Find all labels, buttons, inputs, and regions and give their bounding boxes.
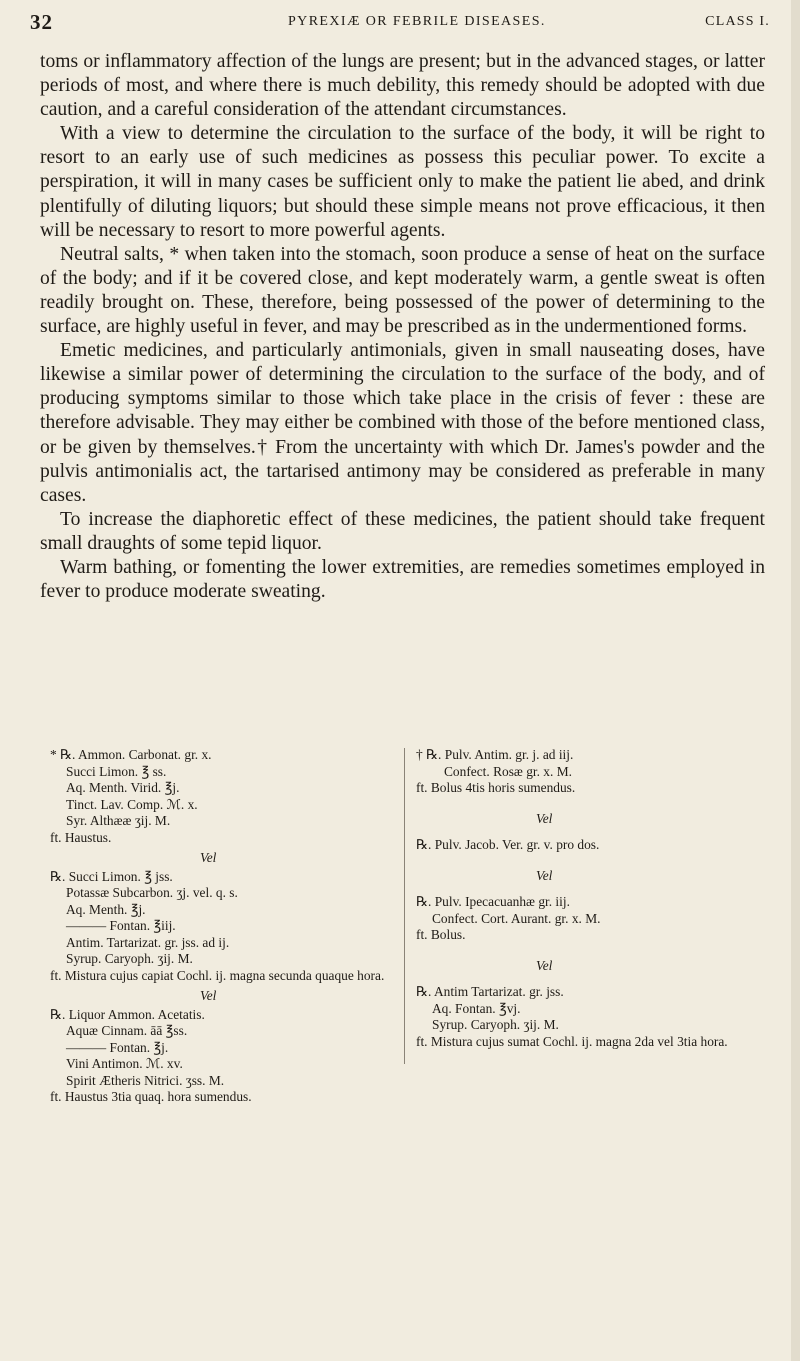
rx-line: Syr. Althææ ʒij. M. bbox=[66, 813, 171, 828]
rx-line: Syrup. Caryoph. ʒij. M. bbox=[432, 1017, 559, 1032]
rx-line: Aq. Menth. Virid. ℥j. bbox=[66, 780, 180, 795]
rx-line: Antim. Tartarizat. gr. jss. ad ij. bbox=[66, 934, 230, 950]
rx-line: Syrup. Caryoph. ʒij. M. bbox=[66, 951, 193, 966]
paragraph: Emetic medicines, and particularly antimonials, given in small nauseating doses, have likewise a similar power of determining the circulation to the surface of the body, and of producing symptoms similar to those which take place in the crisis of fever : these are therefore advisable. They may either be combined with those of the before mentioned class, or be given by themselves.† From the uncertainty with which Dr. James's powder and the pulvis antimonialis act, the tartarised antimony may be considered as preferable in many cases. bbox=[40, 340, 765, 506]
column-divider bbox=[404, 748, 405, 1064]
rx-line: Confect. Cort. Aurant. gr. x. M. bbox=[432, 910, 601, 926]
rx-line: ft. Haustus. bbox=[50, 829, 112, 845]
paragraph: Warm bathing, or fomenting the lower extremities, are remedies sometimes employed in fever to produce moderate sweating. bbox=[40, 556, 765, 603]
rx-line: ℞. Antim Tartarizat. gr. jss. bbox=[416, 984, 564, 999]
vel-separator: Vel bbox=[200, 988, 217, 1003]
vel-separator: Vel bbox=[536, 810, 553, 826]
body-text bbox=[40, 50, 765, 604]
rx-line: Potassæ Subcarbon. ʒj. vel. q. s. bbox=[66, 885, 238, 900]
rx-line: ——— Fontan. ℥j. bbox=[66, 1039, 169, 1055]
rx-line: ——— Fontan. ℥iij. bbox=[66, 918, 176, 933]
rx-line: Vini Antimon. ℳ. xv. bbox=[66, 1056, 183, 1071]
vel-separator: Vel bbox=[536, 867, 553, 883]
rx-line: Spirit Ætheris Nitrici. ʒss. M. bbox=[66, 1072, 225, 1088]
rx-line: Aquæ Cinnam. āā ℥ss. bbox=[66, 1023, 188, 1038]
paragraph: To increase the diaphoretic effect of these medicines, the patient should take frequent small draughts of some tepid liquor. bbox=[40, 508, 765, 554]
page-edge bbox=[791, 0, 800, 1361]
rx-line: ft. Bolus 4tis horis sumendus. bbox=[416, 780, 576, 795]
vel-separator: Vel bbox=[536, 957, 553, 973]
rx-line: † ℞. Pulv. Antim. gr. j. ad iij. bbox=[416, 747, 574, 762]
running-header bbox=[30, 6, 770, 36]
rx-line: ℞. Succi Limon. ℥ jss. bbox=[50, 868, 173, 884]
vel-separator: Vel bbox=[200, 850, 217, 865]
rx-line: ft. Bolus. bbox=[416, 927, 466, 942]
running-title: PYREXIÆ OR FEBRILE DISEASES. bbox=[288, 14, 546, 29]
rx-line: ℞. Pulv. Ipecacuanhæ gr. iij. bbox=[416, 894, 570, 909]
paragraph: With a view to determine the circulation to the surface of the body, it will be right to resort to an early use of such medicines as possess this peculiar power. To excite a perspiration, it will in many cases be sufficient only to make the patient lie abed, and drink plentifully of diluting liquors; but should these simple means not prove efficacious, it then will be necessary to resort to more powerful agents. bbox=[40, 123, 765, 241]
rx-line: Tinct. Lav. Comp. ℳ. x. bbox=[66, 796, 198, 812]
rx-line: * ℞. Ammon. Carbonat. gr. x. bbox=[50, 747, 212, 762]
rx-line: Confect. Rosæ gr. x. M. bbox=[444, 763, 572, 779]
class-label: CLASS I. bbox=[705, 14, 770, 29]
footnote-prescriptions-right bbox=[416, 747, 776, 1050]
rx-line: ft. Mistura cujus capiat Cochl. ij. magna secunda quaque hora. bbox=[50, 967, 385, 983]
footnote-prescriptions-left bbox=[50, 747, 390, 1106]
rx-line: Succi Limon. ℥ ss. bbox=[66, 763, 167, 779]
rx-line: Aq. Menth. ℥j. bbox=[66, 901, 146, 917]
rx-line: ℞. Liquor Ammon. Acetatis. bbox=[50, 1006, 205, 1022]
paragraph: Neutral salts, * when taken into the stomach, soon produce a sense of heat on the surface of the body; and if it be covered close, and kept moderately warm, a gentle sweat is often readily brought on. These, therefore, being possessed of the power of determining to the surface, are highly useful in fever, and may be prescribed as in the undermentioned forms. bbox=[40, 243, 765, 338]
rx-line: ft. Mistura cujus sumat Cochl. ij. magna 2da vel 3tia hora. bbox=[416, 1033, 728, 1049]
rx-line: ℞. Pulv. Jacob. Ver. gr. v. pro dos. bbox=[416, 837, 600, 852]
rx-line: ft. Haustus 3tia quaq. hora sumendus. bbox=[50, 1089, 252, 1104]
rx-line: Aq. Fontan. ℥vj. bbox=[432, 1000, 521, 1016]
paragraph: toms or inflammatory affection of the lungs are present; but in the advanced stages, or latter periods of most, and where there is much debility, this remedy should be adopted with due caution, and a careful consideration of the attendant circumstances. bbox=[40, 51, 765, 121]
page-number: 32 bbox=[30, 10, 53, 34]
